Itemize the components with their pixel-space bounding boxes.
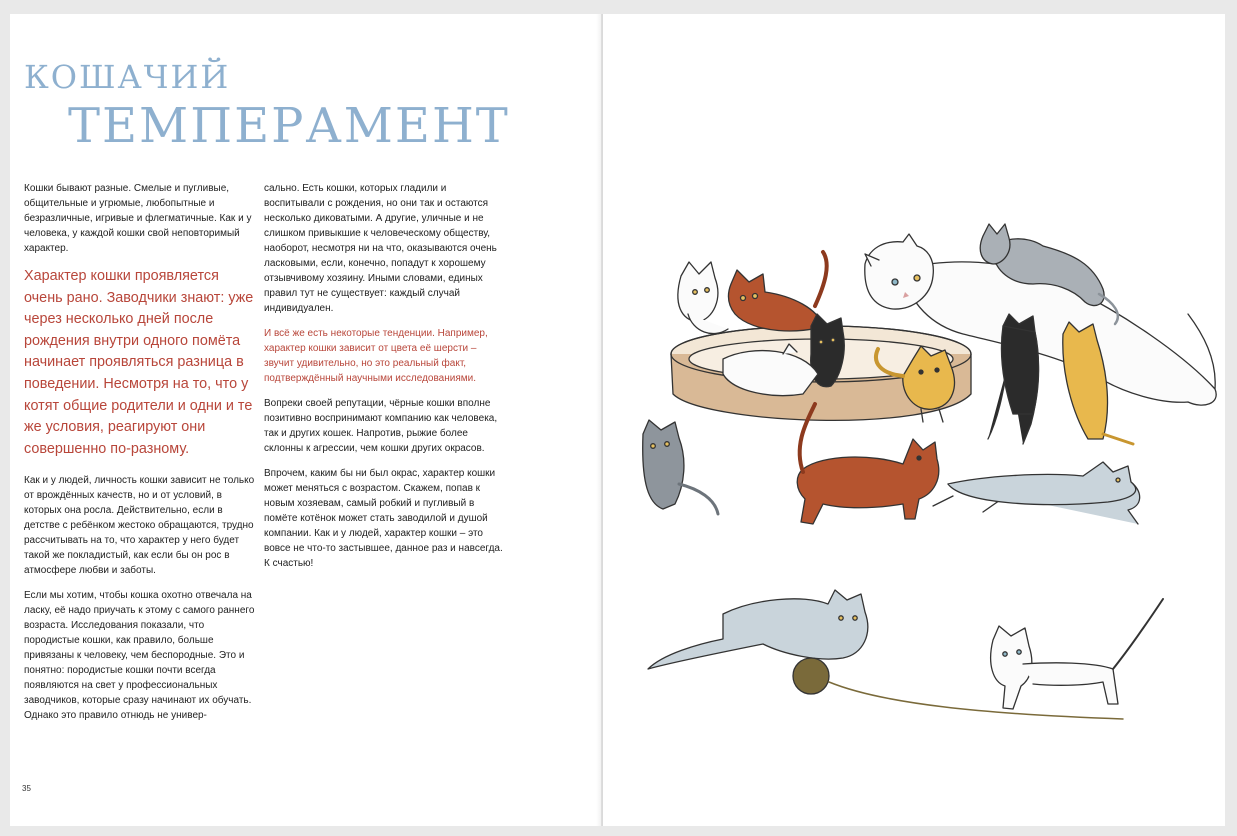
paragraph: Как и у людей, личность кошки зависит не только от врождённых качеств, но и от условий, в которых она росла. Действительно, если в детстве с ребёнком жестоко обращаются, трудно рассчитывать на то, что характер у него будет такой же покладистый, как если бы он рос в атмосфере любви и заботы.	[24, 475, 255, 577]
paragraph: Впрочем, каким бы ни был окрас, характер кошки может меняться с возрастом. Скажем, попав к новым хозяевам, самый робкий и пугливый в помёте котёнок может стать заводилой и душой компании. Как и у людей, характер кошки – это вовсе не что-то застывшее, данное раз и навсегда. К счастью!	[264, 468, 503, 569]
text-column-1	[24, 181, 256, 733]
text-column-2	[264, 181, 504, 581]
title-line-2: ТЕМПЕРАМЕНТ	[68, 98, 510, 154]
lead-paragraph: Характер кошки проявляется очень рано. Заводчики знают: уже через несколько дней после рождения внутри одного помёта начинает проявляться разница в поведении. Несмотря на то, что у котят общие родители и одни и те же условия, реагируют они совершенно по-разному.	[24, 268, 254, 457]
grey-cat-left-illustration	[643, 420, 718, 514]
intro-paragraph: Кошки бывают разные. Смелые и пугливые, общительные и угрюмые, любопытные и безразличные, игривые и флегматичные. Как и у человека, у каждой кошки свой неповторимый характер.	[24, 183, 252, 254]
highlight-paragraph: И всё же есть некоторые тенденции. Например, характер кошки зависит от цвета её шерсти – звучит удивительно, но это реальный факт, подтверждённый научными исследованиями.	[264, 328, 488, 384]
ginger-cat-illustration	[728, 252, 826, 331]
title-line-1: КОШАЧИЙ	[24, 58, 231, 96]
paragraph: Вопреки своей репутации, чёрные кошки вполне позитивно воспринимают компанию как человека, так и других кошек. Напротив, рыжие более склонны к агрессии, чем кошки других окрасов.	[264, 398, 498, 454]
right-page	[603, 14, 1225, 826]
paragraph: сально. Есть кошки, которых гладили и воспитывали с рождения, но они так и остаются несколько диковатыми. А другие, уличные и не слишком привыкшие к человеческому обществу, наоборот, несмотря ни на что, оказываются очень ласковыми, если, конечно, попадут к хорошему отзывчивому хозяину. Иными словами, единых правил тут не существует: каждый случай индивидуален.	[264, 183, 497, 314]
paragraph: Если мы хотим, чтобы кошка охотно отвечала на ласку, её надо приучать к этому с самого раннего возраста. Исследования показали, что породистые кошки, как правило, больше привязаны к человеку, чем беспородные. Это и понятно: породистые кошки почти всегда появляются на свет у профессиональных заводчиков, которые сразу начинают их обучать. Однако это правило отнюдь не универ-	[24, 590, 255, 722]
left-page	[10, 14, 601, 826]
ginger-hissing-cat-illustration	[797, 404, 939, 524]
page-number: 35	[22, 784, 31, 793]
grey-cat-yarn-illustration	[648, 590, 1123, 719]
white-kitten-illustration	[991, 599, 1163, 709]
white-cat-small-illustration	[678, 262, 728, 334]
cats-illustration	[603, 14, 1225, 826]
running-blue-cat-illustration	[933, 462, 1140, 524]
